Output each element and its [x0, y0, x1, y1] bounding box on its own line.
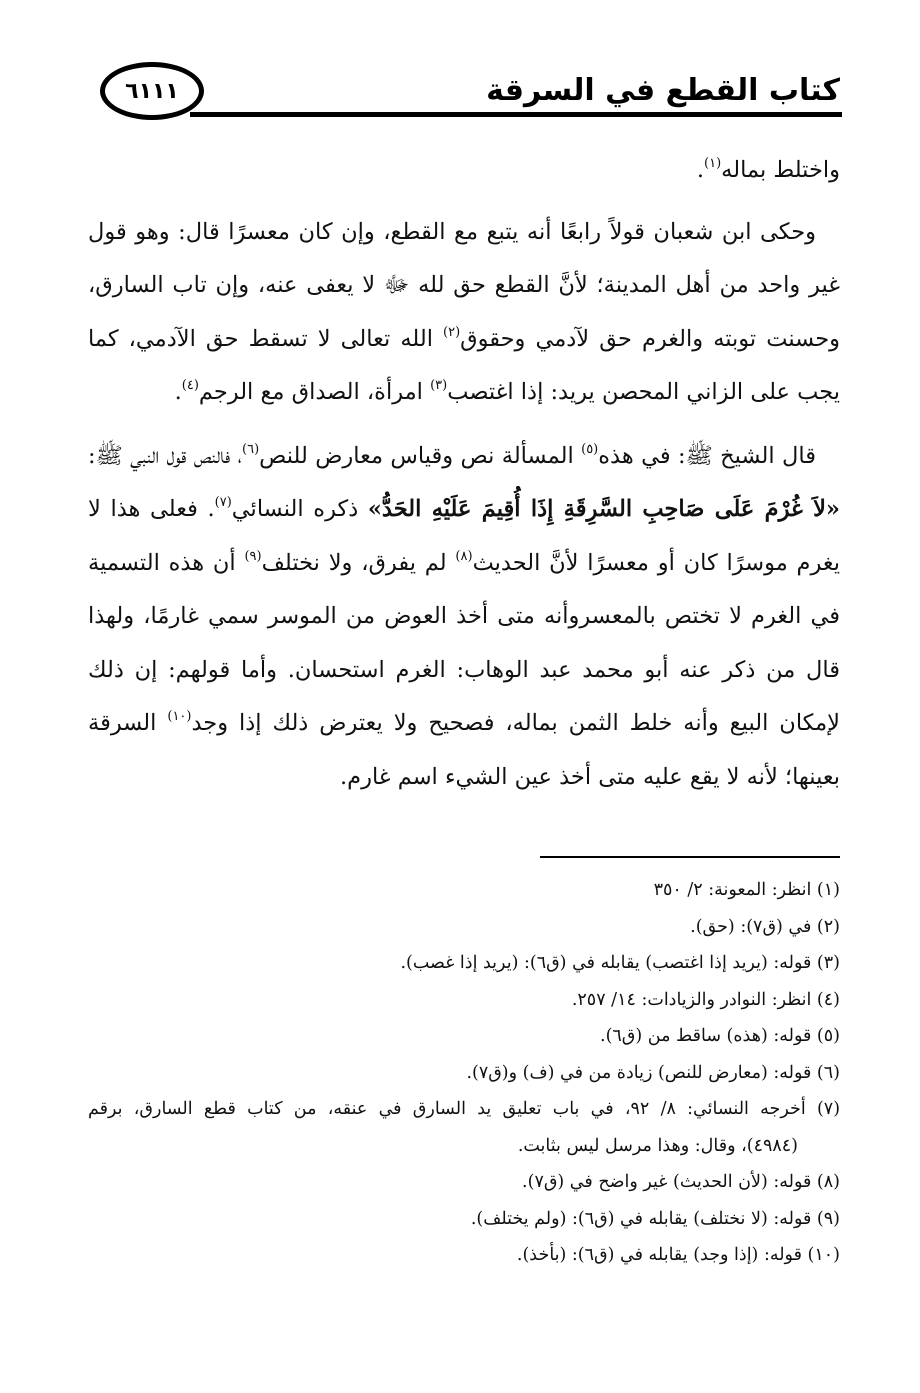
paragraph-0-text: واختلط بماله [721, 157, 840, 183]
paragraph-0-end: . [696, 157, 705, 183]
footnote-ref-6[interactable]: (٦) [242, 441, 260, 457]
paragraph-1-text-b: الله تعالى لا تسقط حق الآدمي، كما يجب على الزاني المحصن يريد: إذا اغتصب [88, 325, 840, 405]
footnote-1: (١) انظر: المعونة: ٢/ ٣٥٠ [653, 880, 840, 900]
paragraph-2-text-d: ذكره النسائي [231, 496, 368, 522]
header-rule [190, 112, 842, 117]
running-header-title: كتاب القطع في السرقة [486, 73, 840, 108]
footnote-ref-7[interactable]: (٧) [214, 495, 232, 510]
footnote-ref-10[interactable]: (١٠) [167, 709, 192, 724]
footnote-ref-1[interactable]: (١) [704, 156, 722, 171]
paragraph-2-text-g: أن هذه التسمية في الغرم لا تختص بالمعسروأنه متى أخذ العوض من الموسر سمي غارمًا، ولهذا قال من ذكر عنه أبو محمد عبد الوهاب: الغرم استحسان. وأما قولهم: إن ذلك لإمكان البيع وأنه خلط الثمن بماله، فصحيح ولا يعترض ذلك إذا وجد [88, 549, 840, 736]
hadith-quote: «لاَ غُرْمَ عَلَى صَاحِبِ السَّرِقَةِ إِذَا أُقِيمَ عَلَيْهِ الحَدُّ» [367, 496, 840, 522]
paragraph-1-text-c: امرأة، الصداق مع الرجم [198, 379, 431, 405]
footnote-6: (٦) قوله: (معارض للنص) زيادة من في (ف) و(ق٧). [466, 1062, 840, 1083]
footnote-9: (٩) قوله: (لا نختلف) يقابله في (ق٦): (ولم يختلف). [470, 1208, 840, 1229]
footnote-ref-5[interactable]: (٥) [581, 441, 599, 457]
paragraph-0 [88, 144, 840, 198]
paragraph-2 [88, 430, 840, 805]
footnote-2: (٢) في (ق٧): (حق). [690, 916, 840, 937]
paragraph-2-text-a: قال الشيخ ﷺ: في هذه [598, 442, 816, 469]
paragraph-1-text-a: وحكى ابن شعبان قولاً رابعًا أنه يتبع مع القطع، وإن كان معسرًا قال: وهو قول غير واحد من أهل المدينة؛ لأنَّ القطع حق لله ﷻ لا يعفى عنه، وإن تاب السارق، وحسنت توبته والغرم حق لآدمي وحقوق [88, 218, 840, 352]
footnotes [88, 872, 840, 1274]
footnote-5: (٥) قوله: (هذه) ساقط من (ق٦). [600, 1026, 840, 1046]
footnote-4: (٤) انظر: النوادر والزيادات: ١٤/ ٢٥٧. [571, 989, 840, 1010]
paragraph-2-text-e: . فعلى هذا لا يغرم موسرًا كان أو معسرًا لأنَّ الحديث [88, 496, 840, 576]
footnote-ref-3[interactable]: (٣) [430, 378, 448, 393]
footnote-10: (١٠) قوله: (إذا وجد) يقابله في (ق٦): (بأخذ). [516, 1245, 840, 1265]
footnote-ref-8[interactable]: (٨) [455, 548, 473, 564]
paragraph-1 [88, 206, 840, 420]
footnote-3: (٣) قوله: (يريد إذا اغتصب) يقابله في (ق٦): (يريد إذا غصب). [400, 953, 840, 973]
footnote-separator [540, 856, 840, 858]
footnote-ref-9[interactable]: (٩) [244, 548, 262, 564]
paragraph-2-text-h: السرقة بعينها؛ لأنه لا يقع عليه متى أخذ عين الشيء اسم غارم. [88, 710, 840, 790]
main-text [88, 144, 840, 814]
page-number-text: ٦١١١ [125, 78, 179, 104]
paragraph-2-text-b: المسألة نص وقياس معارض للنص [259, 442, 582, 469]
page-number [100, 62, 204, 120]
footnote-7-continued: (٤٩٨٤)، وقال: وهذا مرسل ليس بثابت. [517, 1135, 798, 1156]
footnote-ref-4[interactable]: (٤) [181, 378, 199, 393]
footnote-ref-2[interactable]: (٢) [443, 324, 461, 340]
paragraph-2-text-c: ، فالنص قول النبي ﷺ: [88, 442, 242, 469]
footnote-7: (٧) أخرجه النسائي: ٨/ ٩٢، في باب تعليق يد السارق في عنقه، من كتاب قطع السارق، برقم [88, 1099, 841, 1119]
footnote-8: (٨) قوله: (لأن الحديث) غير واضح في (ق٧). [522, 1172, 840, 1192]
paragraph-1-end: . [174, 379, 182, 405]
paragraph-2-text-f: لم يفرق، ولا نختلف [261, 549, 456, 576]
